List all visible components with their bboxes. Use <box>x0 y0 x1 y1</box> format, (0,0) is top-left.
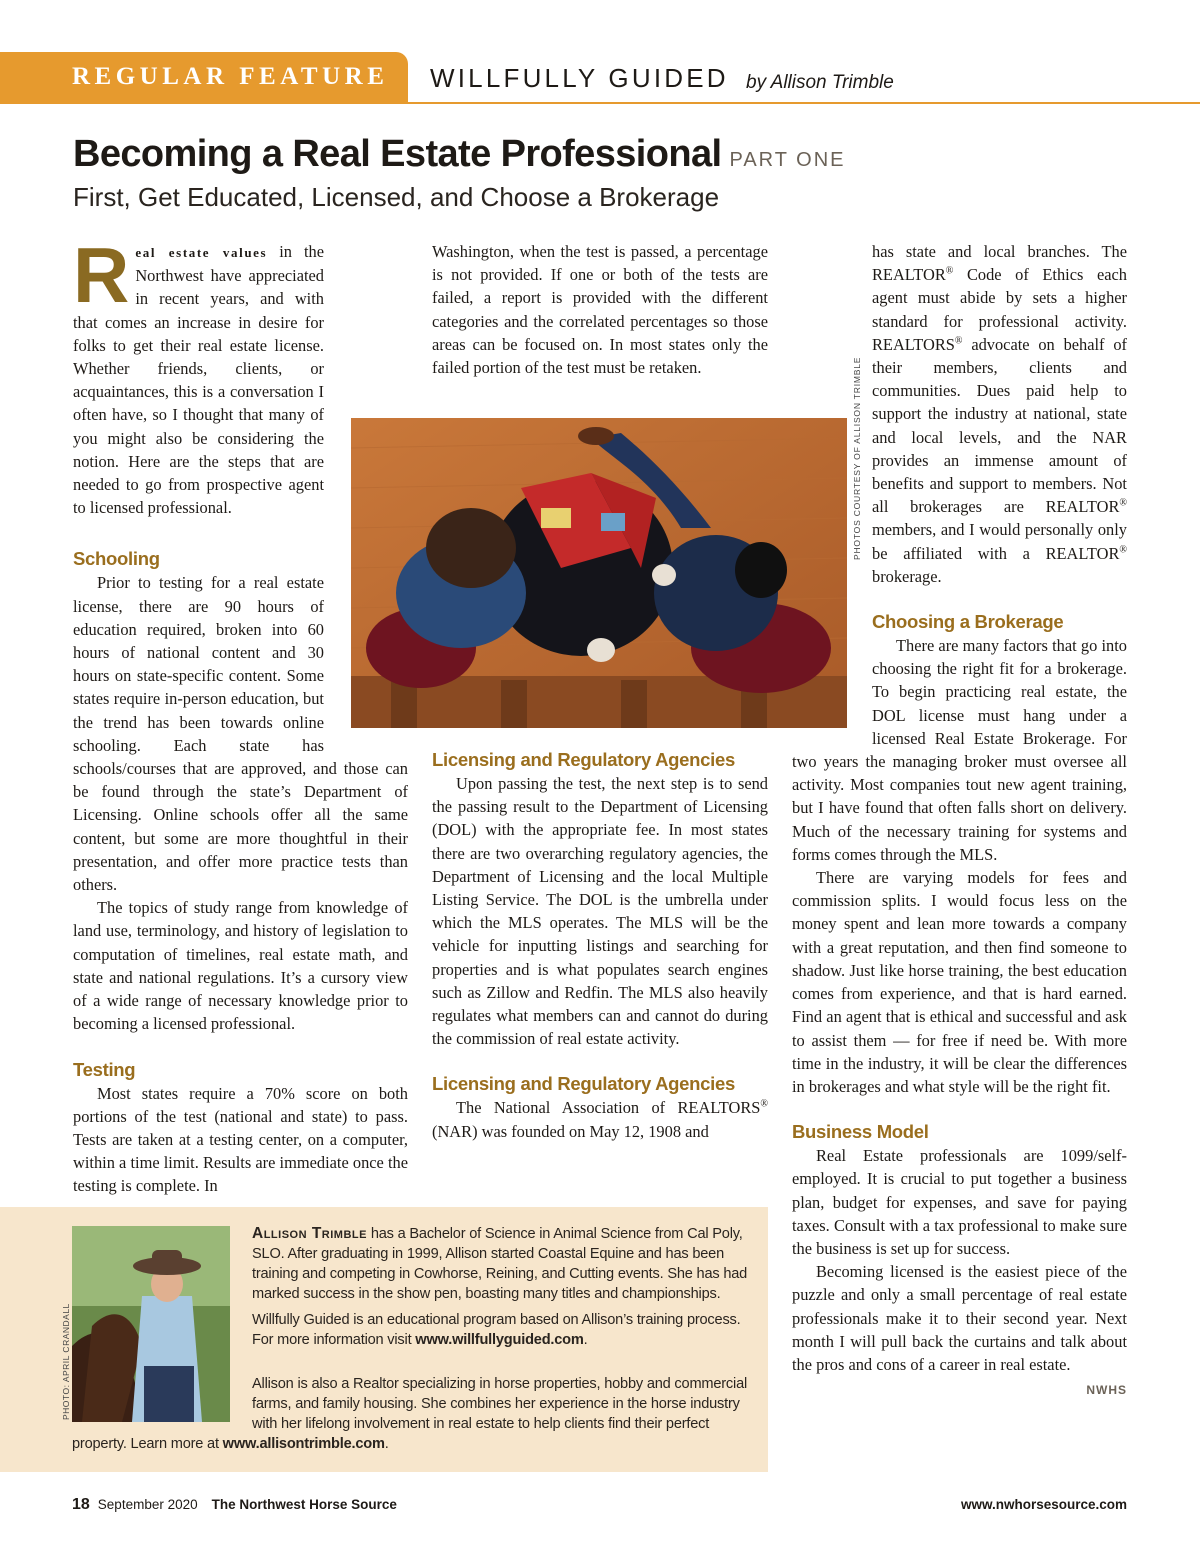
registered-mark: ® <box>1119 497 1127 509</box>
schooling-paragraph-1: Prior to testing for a real estate license, there are 90 hours of education required, broken into 60 hours of national content and 30 hours on state-specific content. Some states require in-person education, but the trend has been towards online schooling. Each state has schools/courses that are approved, and those can be found through the state’s Department of Licensing. Online schools offer all the same content, but some are more thoughtful in their presentation, and offer more practice tests than others. <box>73 573 408 895</box>
nar-cont-e: brokerage. <box>872 566 942 586</box>
licensing-paragraph: Upon passing the test, the next step is to send the passing result to the Department of Licensing (DOL) with the appropriate fee. In most states there are two overarching regulatory agencies, the Department of Licensing and the local Multiple Listing Service. The DOL is the umbrella under which the MLS operates. The MLS will be the vehicle for inputting listings and searching for properties and is what populates search engines such as Zillow and Redfin. The MLS also heavily regulates what members can and cannot do during the commission of real estate activity. <box>432 774 768 1049</box>
column-2-lower <box>432 748 768 1143</box>
publication-name: The Northwest Horse Source <box>211 1497 397 1512</box>
title-part-label: PART ONE <box>729 149 846 171</box>
author-name: Allison Trimble <box>252 1225 367 1242</box>
testing-continued: Washington, when the test is passed, a percentage is not provided. If one or both of the tests are failed, a report is provided with the different categories and the correlated percentages so those areas can be focused on. In most states only the failed portion of the test must be retaken. <box>432 242 768 378</box>
bio-text-3: Allison is also a Realtor specializing in horse properties, hobby and commercial farms, and family housing. She combines her experience in the horse industry with her lifelong involvement in real estate to help clients find their perfect property. Learn more at <box>72 1376 748 1452</box>
bio-text-1: has a Bachelor of Science in Animal Science from Cal Poly, SLO. After graduating in 1999, Allison started Coastal Equine and has been training and competing in Cowhorse, Reining, and Cutting events. She has had marked success in the show pen, boasting many titles and championships. <box>252 1226 748 1302</box>
header-rule <box>408 102 1200 104</box>
drop-cap: R <box>73 231 130 319</box>
end-mark: NWHS <box>1086 1383 1127 1398</box>
bio-paragraph-1 <box>252 1224 748 1304</box>
hero-photo <box>351 418 847 728</box>
schooling-paragraph-2: The topics of study range from knowledge of land use, terminology, and history of legislation to computation of timelines, real estate math, and state and national regulations. It’s a cursory view of a wide range of necessary knowledge prior to becoming a licensed professional. <box>73 898 408 1034</box>
title-row <box>73 133 846 176</box>
intro-text: in the Northwest have appreciated in recent years, and with that comes an increase in desire for folks to get their real estate license. Whether friends, clients, or acquaintances, this is a conversation I often have, so I thought that many of you might also be considering the notion. Here are the steps that are needed to go from prospective agent to licensed professional. <box>73 242 325 518</box>
link-willfullyguided[interactable]: www.willfullyguided.com <box>415 1332 584 1348</box>
nar-cont-b: Code of Ethics each agent must abide by sets a higher standard for professional activity. REALTORS <box>872 265 1127 354</box>
brokerage-paragraph-2: There are varying models for fees and commission splits. I would focus less on the money spent and lean more towards a company with a great reputation, and then find someone to shadow. Just like horse training, the best education comes from experience, and that is hard earned. Find an agent that is ethical and successful and ask to assist them — for free if need be. With more time in the industry, it will be clear the differences in brokerages and what style will be the right fit. <box>792 868 1127 1096</box>
business-paragraph-2 <box>792 1260 1127 1398</box>
business-text: Becoming licensed is the easiest piece of the puzzle and only a small percentage of real estate professionals make it to their second year. Next month I will pull back the curtains and talk about the pros and cons of a career in real estate. <box>792 1262 1127 1374</box>
page-number: 18 <box>72 1496 90 1513</box>
nar-text-b: (NAR) was founded on May 12, 1908 and <box>432 1121 709 1141</box>
heading-brokerage: Choosing a Brokerage <box>872 611 1064 633</box>
footer-website[interactable]: www.nwhorsesource.com <box>960 1497 1127 1512</box>
series-title: WILLFULLY GUIDED <box>430 63 729 93</box>
registered-mark: ® <box>1119 544 1127 556</box>
photo-credit: PHOTOS COURTESY OF ALLISON TRIMBLE <box>852 356 862 560</box>
heading-licensing-2: Licensing and Regulatory Agencies <box>432 1073 735 1095</box>
registered-mark: ® <box>760 1098 768 1110</box>
column-2 <box>432 240 768 379</box>
nar-paragraph <box>432 1096 768 1142</box>
nar-cont-d: members, and I would personally only be affiliated with a REALTOR <box>872 520 1127 563</box>
article-subtitle: First, Get Educated, Licensed, and Choose a Brokerage <box>73 182 720 212</box>
nar-text-a: The National Association of REALTORS <box>456 1098 761 1118</box>
lead-smallcaps: eal estate values <box>135 245 268 260</box>
heading-business-model: Business Model <box>792 1121 929 1143</box>
footer-left <box>72 1496 397 1514</box>
heading-schooling: Schooling <box>73 548 160 570</box>
business-paragraph-1: Real Estate professionals are 1099/self-employed. It is crucial to put together a business plan, budget for expenses, and save for paying taxes. Consult with a tax professional to make sure the business is set up for success. <box>792 1146 1127 1258</box>
issue-date: September 2020 <box>97 1497 198 1512</box>
byline: by Allison Trimble <box>746 72 894 93</box>
bio-text-2: Willfully Guided is an educational program based on Allison’s training process. For more information visit <box>252 1312 741 1348</box>
nar-cont-a: has state and local branches. The REALTOR <box>872 242 1127 285</box>
registered-mark: ® <box>945 265 954 277</box>
article-title: Becoming a Real Estate Professional <box>73 133 722 175</box>
brokerage-paragraph-1: There are many factors that go into choosing the right fit for a brokerage. To begin practicing real estate, the DOL license must hang under a licensed Real Estate Brokerage. For two years the managing broker must oversee all activity. Most companies tout new agent training, but I have found that often falls short on delivery. Much of the necessary training for systems and forms comes through the MLS. <box>792 636 1127 864</box>
column-3 <box>792 240 1127 1402</box>
heading-testing: Testing <box>73 1058 136 1080</box>
testing-paragraph-1: Most states require a 70% score on both portions of the test (national and state) to pass. Tests are taken at a testing center, on a computer, within a time limit. Results are immediate once the testing is complete. In <box>73 1083 408 1196</box>
bio-text-2-end: . <box>583 1332 588 1348</box>
author-photo-credit: PHOTO: APRIL CRANDALL <box>61 1303 71 1420</box>
section-label: REGULAR FEATURE <box>72 63 389 90</box>
heading-licensing: Licensing and Regulatory Agencies <box>432 749 735 770</box>
bio-text-lower <box>72 1374 748 1454</box>
registered-mark: ® <box>954 335 963 347</box>
nar-cont-c: advocate on behalf of their members, clients and communities. Dues paid help to support the industry at national, state and local levels, and the NAR provides an immense amount of benefits and support to members. Not all brokerages are REALTOR <box>872 334 1127 517</box>
bio-text-upper <box>252 1224 748 1356</box>
bio-paragraph-2 <box>252 1310 748 1350</box>
bio-text-3-end: . <box>384 1436 389 1452</box>
link-allisontrimble[interactable]: www.allisontrimble.com <box>222 1436 385 1452</box>
bio-wrap-shim <box>72 1374 252 1434</box>
